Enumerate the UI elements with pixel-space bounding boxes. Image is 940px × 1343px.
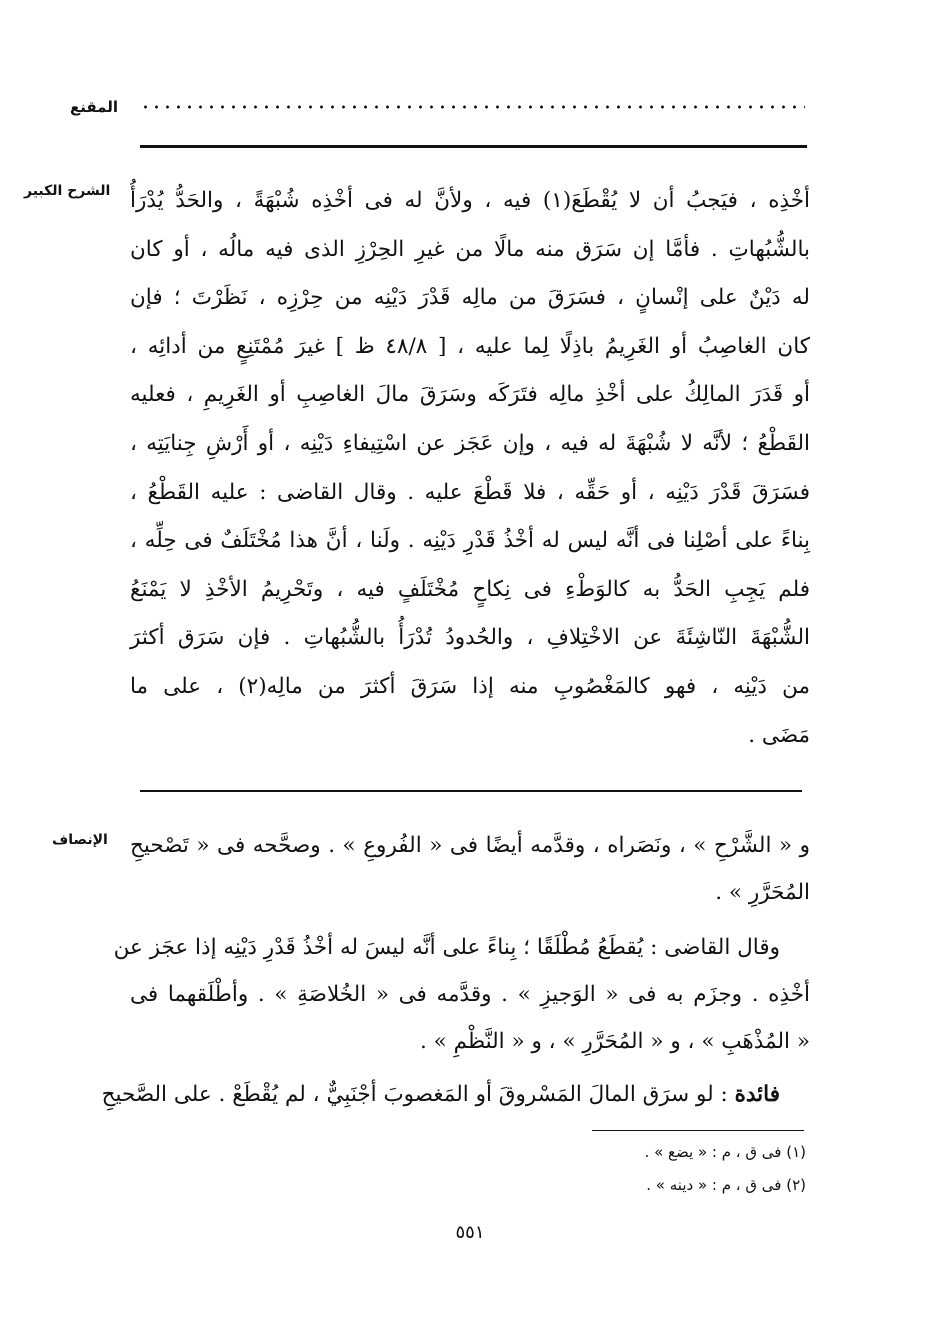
header-rule [140, 145, 807, 148]
sharh-line: له دَيْنٌ على إنْسانٍ ، فسَرَقَ من مالِه قَدْرَ دَيْنِه من حِرْزِه ، نَظَرْتَ ؛ فإن [130, 285, 810, 311]
insaf-line: وقال القاضى : يُقطَعُ مُطْلَقًا ؛ بِناءً على أنَّه ليسَ له أخْذُ قَدْرِ دَيْنِه إذا عجَز عن [113, 935, 780, 960]
sharh-text-block [130, 177, 810, 760]
insaf-line: « المُذْهَبِ » ، و « المُحَرَّرِ » ، و « النَّظْمِ » . [420, 1029, 810, 1054]
insaf-line: و « الشَّرْحِ » ، ونَصَراه ، وقدَّمه أيضًا فى « الفُروعِ » . وصحَّحه فى « تَصْحيحِ [130, 833, 810, 858]
sharh-line: من دَيْنِه ، فهو كالمَغْصُوبِ منه إذا سَرَقَ أكثرَ من مالِه(٢) ، على ما [130, 673, 810, 699]
side-label-sharh: الشرح الكبير [24, 183, 111, 199]
insaf-paragraph-2 [113, 924, 810, 1065]
faida-text: : لو سرَق المالَ المَسْروقَ أو المَغصوبَ أجْنَبِيٌّ ، لم يُقْطَعْ . على الصَّحيحِ [101, 1082, 728, 1107]
footnote-rule [592, 1130, 804, 1131]
header-dotted-leader [140, 104, 805, 110]
sharh-line: الشُّبْهَةَ النّاشِئَةَ عن الاخْتِلافِ ، والحُدودُ تُدْرَأُ بالشُّبُهاتِ . فإن سَرَق أكثرَ [130, 625, 810, 651]
insaf-line: أخْذِه . وجزَم به فى « الوَجيزِ » . وقدَّمه فى « الخُلاصَةِ » . وأطْلَقهما فى [130, 982, 810, 1007]
section-divider [140, 790, 802, 792]
faida-label: فائدة [734, 1082, 780, 1107]
sharh-line: بِناءً على أصْلِنا فى أنَّه ليس له أخْذُ قَدْرِ دَيْنِه . ولَنا ، أنَّ هذا مُخْتَلَفٌ فى حِلِّه ، [130, 528, 810, 554]
insaf-line [101, 1071, 810, 1118]
sharh-line: أو قَدَرَ المالِكُ على أخْذِ مالِه فتَرَكَه وسَرَقَ مالَ الغاصِبِ أو الغَرِيمِ ، فعليه [130, 382, 810, 408]
sharh-line: مَضَى . [748, 722, 810, 748]
footnote-1: (١) فى ق ، م : « يضع » . [644, 1143, 806, 1161]
sharh-line: أخْذِه ، فيَجبُ أن لا يُقْطَعَ(١) فيه ، ولأنَّ له فى أخْذِه شُبْهَةً ، والحَدُّ يُدْرَأُ [130, 188, 811, 213]
insaf-line: المُحَرَّرِ » . [715, 880, 810, 905]
page-number: ٥٥١ [455, 1222, 485, 1243]
sharh-line: بالشُّبُهاتِ . فأمَّا إن سَرَق منه مالًا من غيرِ الحِرْزِ الذى فيه مالُه ، أو كان [130, 236, 810, 262]
sharh-line: فلم يَجِبِ الحَدُّ به كالوَطْءِ فى نِكاحٍ مُخْتَلَفٍ فيه ، وتَحْرِيمُ الأخْذِ لا يَمْنَعُ [130, 576, 810, 602]
sharh-line: كان الغاصِبُ أو الغَرِيمُ باذِلًا لِما عليه ، [ ٤٨/٨ ظ ] غيرَ مُمْتَنِعٍ من أدائِه ، [130, 333, 810, 359]
insaf-text-block [101, 822, 810, 1118]
side-label-insaf: الإنصاف [52, 832, 108, 848]
footnote-2: (٢) فى ق ، م : « دينه » . [646, 1176, 806, 1194]
header-section-label: المقنع [70, 98, 118, 116]
sharh-line: القَطْعُ ؛ لأنَّه لا شُبْهَةَ له فيه ، وإن عَجَز عن اسْتِيفاءِ دَيْنِه ، أو أَرْشِ جِنايَتِه ، [130, 430, 810, 456]
insaf-paragraph-3 [101, 1071, 810, 1118]
sharh-line: فسَرَقَ قَدْرَ دَيْنِه ، أو حَقِّه ، فلا قَطْعَ عليه . وقال القاضى : عليه القَطْعُ ، [130, 479, 810, 505]
insaf-paragraph-1 [130, 822, 810, 916]
